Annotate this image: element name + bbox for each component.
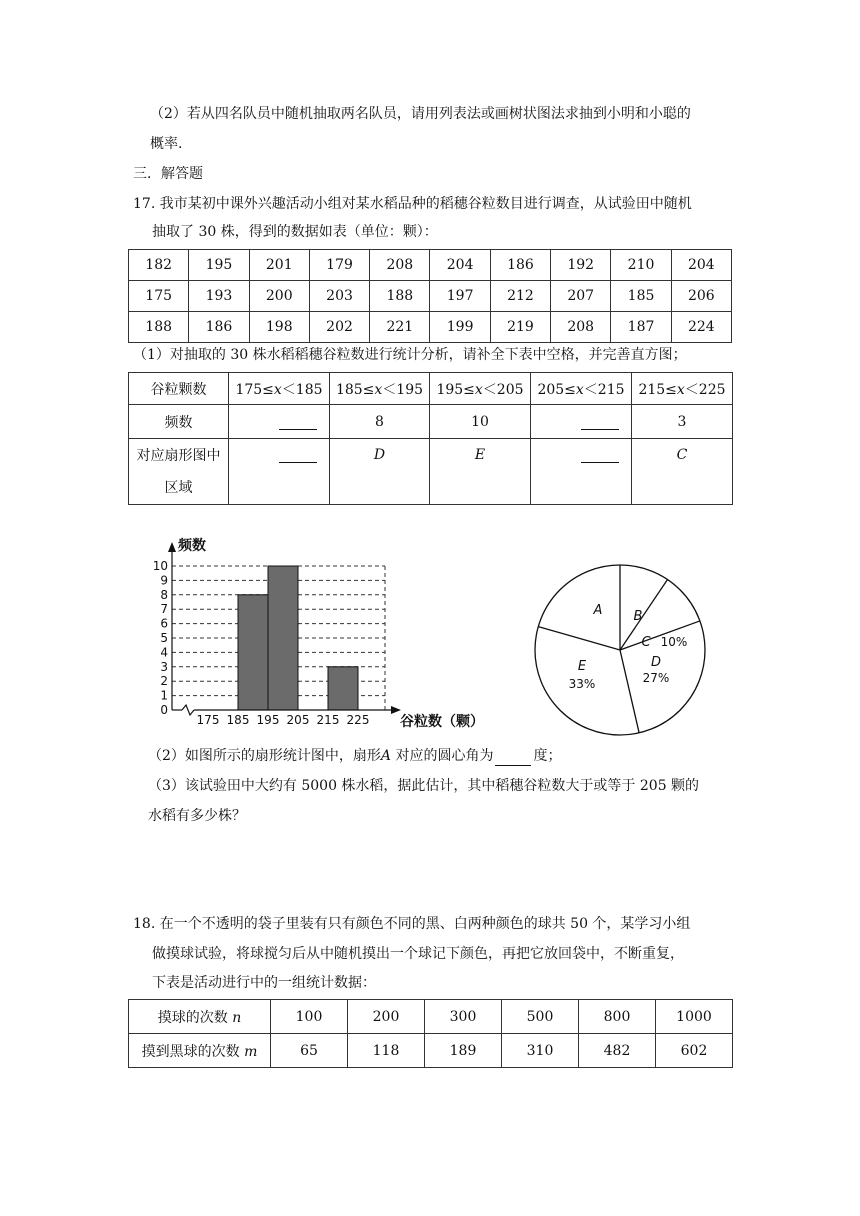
answer-blank [495, 751, 531, 766]
y-tick-label: 6 [160, 616, 168, 631]
x-tick-label: 225 [346, 713, 370, 727]
q18-n-cell: 100 [271, 1000, 348, 1034]
y-tick-label: 4 [160, 645, 168, 660]
q18-m-cell: 310 [502, 1034, 579, 1068]
q18-n-cell: 500 [502, 1000, 579, 1034]
interval-3: 195≤x＜205 [430, 373, 531, 405]
header-frequency: 频数 [129, 405, 229, 439]
x-tick-label: 205 [286, 713, 310, 727]
q18-line3: 下表是活动进行中的一组统计数据： [152, 975, 376, 991]
pie-chart [520, 552, 720, 752]
y-tick-label: 10 [152, 559, 168, 573]
q18-m-cell: 189 [425, 1034, 502, 1068]
variable-A: A [380, 748, 392, 764]
raw-table-cell: 186 [189, 312, 249, 343]
raw-table-cell: 179 [309, 250, 369, 281]
raw-table-cell: 187 [611, 312, 671, 343]
raw-table-cell: 203 [309, 281, 369, 312]
q17-part2: （2）如图所示的扇形统计图中，扇形A 对应的圆心角为 度； [148, 748, 562, 764]
raw-data-table [128, 249, 732, 343]
raw-table-cell: 221 [370, 312, 430, 343]
raw-table-cell: 192 [551, 250, 611, 281]
y-tick-label: 0 [160, 703, 168, 717]
x-axis-label: 谷粒数（颗） [400, 714, 484, 730]
q18-m-cell: 602 [656, 1034, 733, 1068]
interval-2: 185≤x＜195 [330, 373, 430, 405]
region-cell-3: E [430, 439, 531, 505]
x-tick-label: 185 [226, 713, 250, 727]
frequency-table [128, 372, 733, 505]
pie-slice-label: E [577, 659, 587, 674]
pie-slice-percent: 27% [642, 671, 670, 685]
q18-row2-header: 摸到黑球的次数 m [129, 1034, 271, 1068]
q18-row1-header: 摸球的次数 n [129, 1000, 271, 1034]
frequency-blank-4 [531, 405, 632, 439]
q18-n-cell: 200 [348, 1000, 425, 1034]
answer-blank [279, 415, 317, 430]
q17-line1: 17. 我市某初中课外兴趣活动小组对某水稻品种的稻穗谷粒数目进行调查，从试验田中随机 [133, 196, 692, 212]
raw-table-cell: 201 [249, 250, 309, 281]
raw-table-cell: 208 [370, 250, 430, 281]
raw-table-cell: 202 [309, 312, 369, 343]
raw-table-cell: 207 [551, 281, 611, 312]
q18-n-cell: 800 [579, 1000, 656, 1034]
q17-line2: 抽取了 30 株，得到的数据如表（单位：颗）： [152, 224, 438, 240]
raw-table-cell: 200 [249, 281, 309, 312]
raw-table-cell: 224 [671, 312, 731, 343]
region-blank-4 [531, 439, 632, 505]
header-region-line2: 区域 [164, 479, 193, 496]
raw-table-cell: 212 [490, 281, 550, 312]
raw-table-cell: 199 [430, 312, 490, 343]
answer-blank [581, 448, 619, 463]
pie-slice-percent: 33% [568, 677, 596, 691]
x-tick-label: 175 [196, 713, 220, 727]
pie-slice-label: C [641, 635, 651, 650]
raw-table-cell: 206 [671, 281, 731, 312]
raw-table-cell: 182 [129, 250, 189, 281]
q18-table [128, 999, 733, 1068]
raw-table-cell: 204 [430, 250, 490, 281]
q18-line1: 18. 在一个不透明的袋子里装有只有颜色不同的黑、白两种颜色的球共 50 个，某学习小组 [133, 916, 691, 932]
header-region-line1: 对应扇形图中 [136, 447, 221, 464]
q17-part3-line2: 水稻有多少株？ [148, 808, 246, 824]
answer-blank [581, 415, 619, 430]
q18-m-cell: 118 [348, 1034, 425, 1068]
x-axis-arrow [391, 706, 401, 714]
interval-4: 205≤x＜215 [531, 373, 632, 405]
raw-table-row [129, 250, 732, 281]
y-tick-label: 9 [160, 573, 168, 588]
q18-line2: 做摸球试验，将球搅匀后从中随机摸出一个球记下颜色，再把它放回袋中，不断重复， [152, 946, 684, 962]
x-tick-label: 195 [256, 713, 280, 727]
frequency-blank-1 [229, 405, 330, 439]
q16-part2-line2: 概率. [150, 136, 183, 152]
frequency-cell-5: 3 [632, 405, 733, 439]
raw-table-cell: 210 [611, 250, 671, 281]
section-title: 三．解答题 [133, 166, 203, 182]
raw-table-cell: 198 [249, 312, 309, 343]
raw-table-cell: 188 [129, 312, 189, 343]
y-tick-label: 5 [160, 631, 168, 645]
answer-blank [279, 448, 317, 463]
raw-table-row [129, 312, 732, 343]
histogram-bar [238, 595, 268, 710]
raw-table-cell: 195 [189, 250, 249, 281]
interval-1: 175≤x＜185 [229, 373, 330, 405]
raw-table-cell: 193 [189, 281, 249, 312]
region-blank-1 [229, 439, 330, 505]
q18-n-cell: 1000 [656, 1000, 733, 1034]
frequency-cell-2: 8 [330, 405, 430, 439]
q17-part1: （1）对抽取的 30 株水稻稻穗谷粒数进行统计分析，请补全下表中空格，并完善直方图； [133, 347, 687, 363]
raw-table-cell: 208 [551, 312, 611, 343]
q18-n-cell: 300 [425, 1000, 502, 1034]
q18-m-cell: 482 [579, 1034, 656, 1068]
y-tick-label: 2 [160, 674, 168, 689]
y-axis-arrow [168, 542, 176, 552]
pie-slice-label: B [633, 609, 643, 624]
y-tick-label: 3 [160, 659, 168, 674]
raw-table-cell: 188 [370, 281, 430, 312]
header-region [129, 439, 229, 505]
y-tick-label: 1 [160, 688, 168, 703]
frequency-cell-3: 10 [430, 405, 531, 439]
y-tick-label: 8 [160, 587, 168, 602]
histogram-bar [328, 667, 358, 710]
histogram-bar [268, 566, 298, 710]
histogram-chart [150, 530, 490, 740]
raw-table-cell: 197 [430, 281, 490, 312]
interval-5: 215≤x＜225 [632, 373, 733, 405]
y-axis-label: 频数 [178, 538, 206, 554]
header-grain-count: 谷粒颗数 [129, 373, 229, 405]
y-tick-label: 7 [160, 602, 168, 617]
x-axis-break [182, 705, 194, 715]
region-cell-5: C [632, 439, 733, 505]
raw-table-cell: 219 [490, 312, 550, 343]
pie-slice-label: A [593, 603, 603, 618]
region-cell-2: D [330, 439, 430, 505]
raw-table-cell: 175 [129, 281, 189, 312]
raw-table-cell: 185 [611, 281, 671, 312]
raw-table-cell: 204 [671, 250, 731, 281]
q16-part2-line1: （2）若从四名队员中随机抽取两名队员，请用列表法或画树状图法求抽到小明和小聪的 [150, 106, 691, 122]
pie-slice-label: D [650, 655, 662, 670]
q17-part3-line1: （3）该试验田中大约有 5000 株水稻，据此估计，其中稻穗谷粒数大于或等于 205 颗的 [148, 778, 700, 794]
x-tick-label: 215 [316, 713, 340, 727]
raw-table-cell: 186 [490, 250, 550, 281]
pie-slice-percent: 10% [660, 635, 688, 649]
q18-m-cell: 65 [271, 1034, 348, 1068]
raw-table-row [129, 281, 732, 312]
